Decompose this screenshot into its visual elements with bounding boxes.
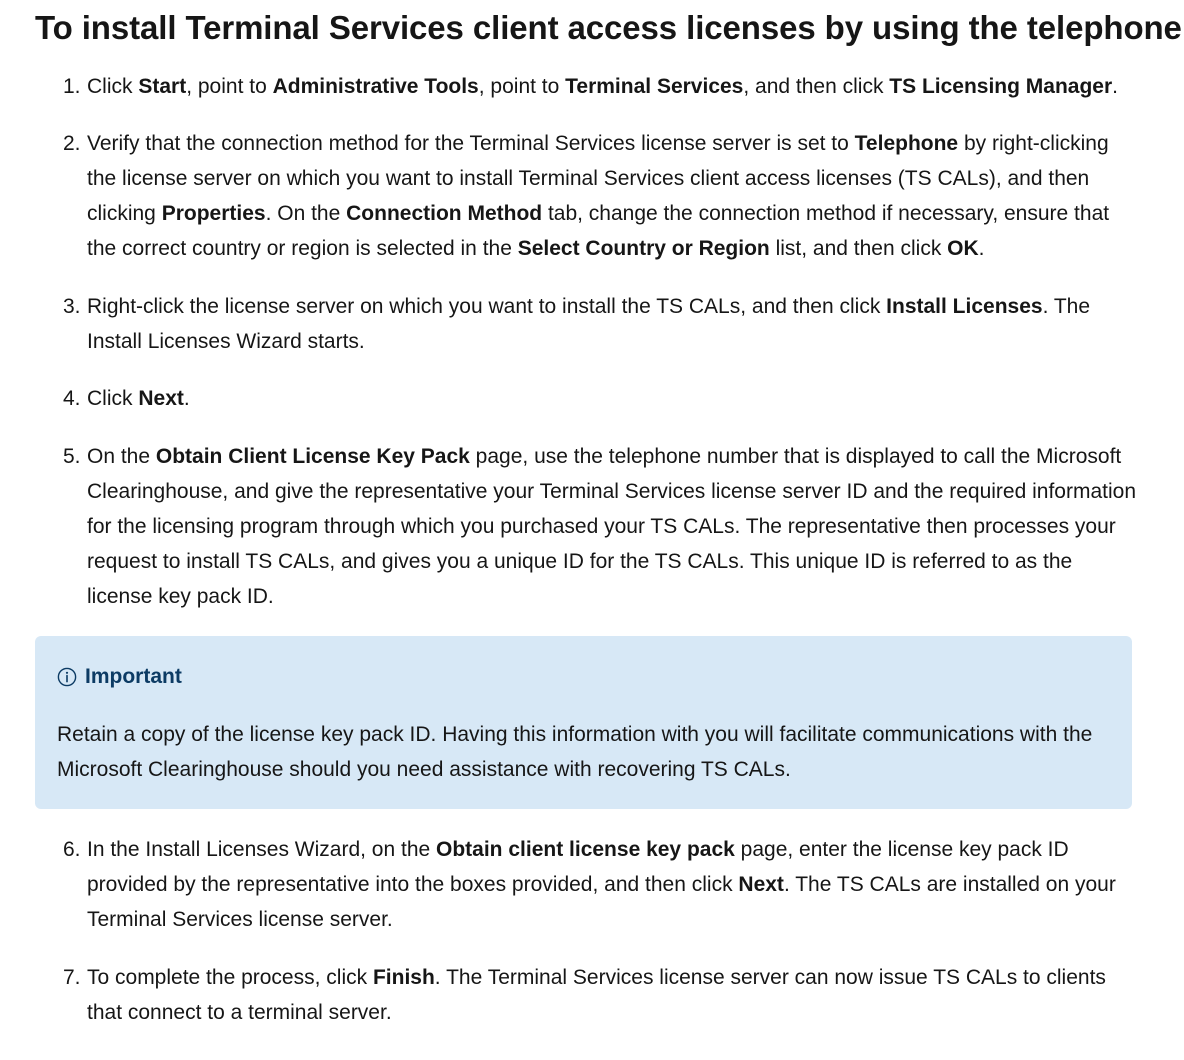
ui-term: Telephone xyxy=(854,132,959,155)
step-text-segment: page, enter the license key pack ID provided by the representative into the boxes provided, and then click xyxy=(87,838,1069,896)
step-number: 3. xyxy=(63,295,81,318)
step-text-segment: Verify that the connection method for the Terminal Services license server is set to xyxy=(87,132,855,155)
step-number: 5. xyxy=(63,445,81,468)
step-text xyxy=(87,69,1143,104)
ui-term: OK xyxy=(947,237,979,260)
step-text-segment: . The TS CALs are installed on your Terminal Services license server. xyxy=(87,873,1116,931)
ui-term: Next xyxy=(738,873,784,896)
step-text xyxy=(87,439,1143,614)
step-text-segment: Click xyxy=(87,75,139,98)
step-text-segment: Click xyxy=(87,387,139,410)
ui-term: Administrative Tools xyxy=(272,75,479,98)
ui-term: Connection Method xyxy=(346,202,543,225)
step-1 xyxy=(63,69,1143,104)
step-number: 7. xyxy=(63,966,81,989)
ui-term: Start xyxy=(138,75,187,98)
step-number: 4. xyxy=(63,387,81,410)
step-7 xyxy=(63,960,1143,1030)
alert-heading-label: Important xyxy=(85,665,182,688)
ui-term: TS Licensing Manager xyxy=(889,75,1113,98)
step-text-segment: , point to xyxy=(478,75,566,98)
step-text-segment: Right-click the license server on which you want to install the TS CALs, and then click xyxy=(87,295,887,318)
step-text-segment: list, and then click xyxy=(769,237,948,260)
step-text-segment: . xyxy=(183,387,190,410)
alert-body: Retain a copy of the license key pack ID. Having this information with you will facilitate communications with the Microsoft Clearinghouse should you need assistance with recovering TS CALs. xyxy=(57,723,1093,781)
step-text-segment: . The Install Licenses Wizard starts. xyxy=(87,295,1091,353)
step-text-segment: In the Install Licenses Wizard, on the xyxy=(87,838,437,861)
ui-term: Finish xyxy=(372,966,435,989)
step-text xyxy=(87,832,1143,937)
step-text-segment: . xyxy=(978,237,985,260)
ui-term: Install Licenses xyxy=(886,295,1043,318)
ui-term: Properties xyxy=(161,202,266,225)
step-text-segment: , point to xyxy=(186,75,273,98)
ui-term: Select Country or Region xyxy=(517,237,770,260)
step-5 xyxy=(63,439,1143,614)
step-text-segment: , and then click xyxy=(743,75,890,98)
step-text xyxy=(87,960,1143,1030)
step-text-segment: . xyxy=(1112,75,1119,98)
ui-term: Obtain Client License Key Pack xyxy=(155,445,470,468)
step-text-segment: page, use the telephone number that is displayed to call the Microsoft Clearinghouse, and give the representative your Terminal Services license server ID and the required information for the licensing program through which you purchased your TS CALs. The representative then processes your request to install TS CALs, and gives you a unique ID for the TS CALs. This unique ID is referred to as the license key pack ID. xyxy=(87,445,1136,608)
step-text-segment: tab, change the connection method if necessary, ensure that the correct country or region is selected in the xyxy=(87,202,1110,260)
step-text-segment: To complete the process, click xyxy=(87,966,373,989)
page-title: To install Terminal Services client access licenses by using the telephone xyxy=(35,9,1182,46)
step-text-segment: . The Terminal Services license server can now issue TS CALs to clients that connect to a terminal server. xyxy=(87,966,1106,1024)
ui-term: Terminal Services xyxy=(565,75,744,98)
step-number: 1. xyxy=(63,75,81,98)
important-alert xyxy=(35,636,1132,809)
step-text xyxy=(87,126,1143,266)
step-3 xyxy=(63,289,1143,359)
step-6 xyxy=(63,832,1143,937)
step-text-segment: by right-clicking the license server on which you want to install Terminal Services client access licenses (TS CALs), and then clicking xyxy=(87,132,1109,225)
step-2 xyxy=(63,126,1143,266)
ui-term: Obtain client license key pack xyxy=(436,838,735,861)
step-4 xyxy=(63,381,1143,416)
ui-term: Next xyxy=(138,387,184,410)
alert-heading xyxy=(57,660,182,694)
step-number: 6. xyxy=(63,838,81,861)
step-number: 2. xyxy=(63,132,81,155)
step-text-segment: On the xyxy=(87,445,156,468)
step-text xyxy=(87,381,1143,416)
step-text-segment: . On the xyxy=(265,202,347,225)
info-icon xyxy=(57,667,77,687)
step-text xyxy=(87,289,1143,359)
